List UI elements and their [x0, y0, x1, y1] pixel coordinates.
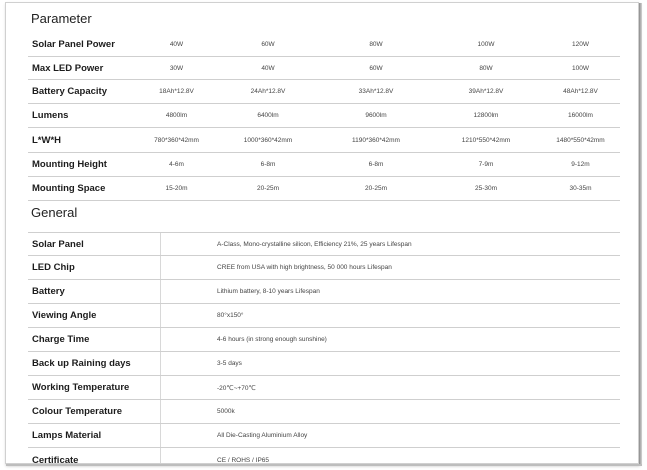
- table-cell: 40W: [169, 41, 184, 48]
- table-row: [28, 80, 620, 104]
- table-cell: 60W: [261, 41, 275, 48]
- table-cell: 4-6m: [169, 161, 184, 168]
- table-cell: 1000*360*42mm: [243, 136, 293, 144]
- general-table: [28, 232, 620, 464]
- table-cell: 30W: [169, 64, 184, 72]
- table-cell: 6-8m: [368, 161, 384, 168]
- table-row: [28, 304, 620, 328]
- row-label: Viewing Angle: [32, 310, 97, 321]
- table-cell: 30-35m: [569, 185, 592, 192]
- row-label: Max LED Power: [32, 62, 104, 74]
- table-row: [28, 233, 620, 256]
- table-cell: 20-25m: [256, 185, 280, 192]
- page-shadow-bottom: [6, 464, 642, 466]
- row-label: L*W*H: [32, 134, 62, 146]
- row-label: Solar Panel Power: [32, 39, 115, 50]
- table-cell: 15-20m: [165, 185, 188, 192]
- table-cell: 24Ah*12.8V: [250, 88, 286, 95]
- parameter-heading: Parameter: [31, 11, 92, 26]
- table-cell: 6400lm: [257, 112, 279, 119]
- table-cell: 39Ah*12.8V: [468, 88, 504, 95]
- row-value: 5000k: [217, 408, 235, 415]
- table-cell: 7-9m: [478, 161, 494, 168]
- table-row: [28, 153, 620, 177]
- row-value: A-Class, Mono-crystalline silicon, Efficiency 21%, 25 years Lifespan: [217, 240, 412, 248]
- table-row: [28, 400, 620, 424]
- table-cell: 100W: [572, 64, 589, 72]
- row-label: Solar Panel: [32, 238, 84, 250]
- table-row: [28, 352, 620, 376]
- table-row: [28, 280, 620, 304]
- table-cell: 48Ah*12.8V: [563, 88, 598, 95]
- table-cell: 80W: [479, 64, 493, 72]
- table-row: [28, 448, 620, 464]
- row-value: CREE from USA with high brightness, 50 000 hours Lifespan: [217, 264, 392, 271]
- row-label: Colour Temperature: [32, 406, 123, 417]
- row-value: -20℃~+70℃: [217, 384, 256, 392]
- table-cell: 12800lm: [473, 112, 499, 119]
- table-cell: 6-8m: [260, 161, 276, 168]
- general-heading: General: [31, 205, 78, 220]
- row-label: Battery Capacity: [32, 86, 107, 97]
- row-value: All Die-Casting Aluminium Alloy: [217, 432, 308, 439]
- table-cell: 120W: [572, 41, 589, 48]
- row-label: Lumens: [32, 110, 69, 121]
- row-label: LED Chip: [32, 262, 75, 273]
- table-cell: 60W: [369, 64, 383, 72]
- row-label: Charge Time: [32, 334, 90, 345]
- table-cell: 33Ah*12.8V: [358, 88, 394, 95]
- page-shadow-right: [639, 3, 642, 465]
- table-row: [28, 256, 620, 280]
- spec-sheet: [5, 2, 639, 464]
- row-label: Lamps Material: [32, 430, 102, 441]
- row-value: 80°x150°: [217, 312, 244, 319]
- row-value: 4-6 hours (in strong enough sunshine): [217, 336, 327, 343]
- table-row: [28, 33, 620, 57]
- table-row: [28, 104, 620, 128]
- table-row: [28, 376, 620, 400]
- table-cell: 780*360*42mm: [154, 136, 199, 144]
- row-label: Mounting Height: [32, 159, 107, 170]
- table-row: [28, 177, 620, 201]
- row-label: Working Temperature: [32, 382, 130, 393]
- table-cell: 18Ah*12.8V: [159, 88, 194, 95]
- table-cell: 9-12m: [571, 161, 590, 168]
- row-value: CE / ROHS / IP65: [217, 456, 270, 464]
- table-cell: 9600lm: [365, 112, 387, 119]
- table-cell: 1210*550*42mm: [461, 136, 511, 144]
- parameter-table: [28, 33, 620, 201]
- row-value: 3-5 days: [217, 360, 242, 367]
- table-row: [28, 328, 620, 352]
- table-row: [28, 57, 620, 80]
- row-label: Back up Raining days: [32, 358, 131, 369]
- table-cell: 80W: [369, 41, 383, 48]
- table-cell: 4800lm: [165, 112, 188, 119]
- row-label: Mounting Space: [32, 183, 106, 194]
- table-row: [28, 128, 620, 153]
- row-value: Lithium battery, 8-10 years Lifespan: [217, 288, 320, 295]
- table-cell: 40W: [261, 64, 275, 72]
- table-cell: 1190*360*42mm: [352, 136, 400, 144]
- table-row: [28, 424, 620, 448]
- row-label: Battery: [32, 286, 65, 297]
- table-cell: 16000lm: [568, 112, 593, 119]
- table-cell: 1480*550*42mm: [556, 136, 605, 144]
- table-cell: 25-30m: [474, 185, 498, 192]
- table-cell: 20-25m: [364, 185, 388, 192]
- table-cell: 100W: [477, 41, 495, 48]
- row-label: Certificate: [32, 454, 79, 464]
